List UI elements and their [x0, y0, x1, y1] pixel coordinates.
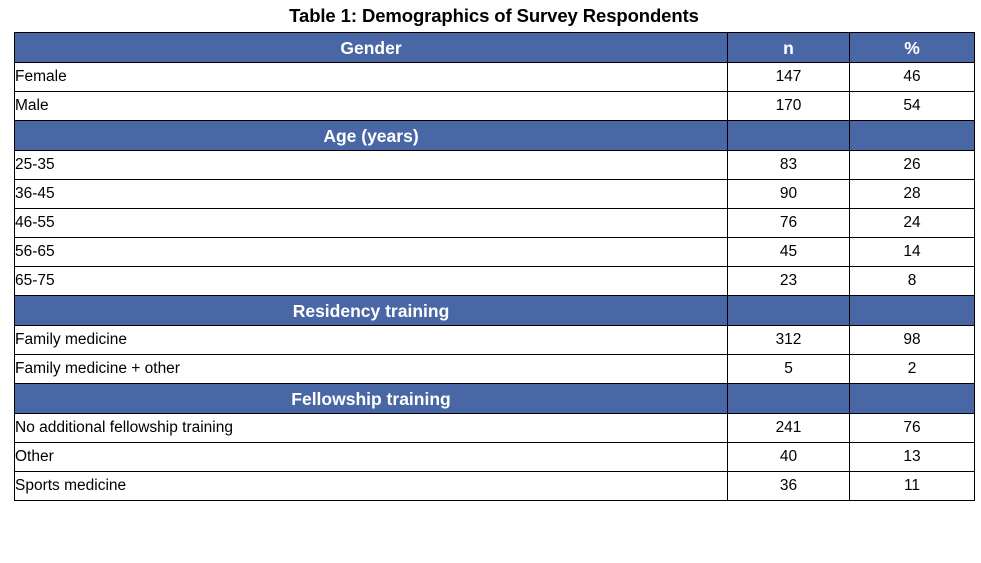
row-n: 83 — [728, 151, 850, 180]
section-title: Fellowship training — [15, 384, 728, 414]
row-n: 90 — [728, 180, 850, 209]
row-percent: 11 — [850, 472, 975, 501]
row-label: Female — [15, 63, 728, 92]
row-n: 36 — [728, 472, 850, 501]
table-title: Table 1: Demographics of Survey Respondents — [289, 5, 699, 26]
row-label: 65-75 — [15, 267, 728, 296]
table-row — [15, 180, 975, 209]
row-label: Sports medicine — [15, 472, 728, 501]
row-label: Male — [15, 92, 728, 121]
row-percent: 8 — [850, 267, 975, 296]
row-percent: 98 — [850, 326, 975, 355]
row-label: Family medicine — [15, 326, 728, 355]
table-row — [15, 414, 975, 443]
table-row — [15, 92, 975, 121]
section-title: Age (years) — [15, 121, 728, 151]
row-n: 241 — [728, 414, 850, 443]
column-header-percent: % — [850, 33, 975, 63]
row-n: 40 — [728, 443, 850, 472]
row-label: 46-55 — [15, 209, 728, 238]
table-row — [15, 443, 975, 472]
table-row — [15, 355, 975, 384]
table-row — [15, 267, 975, 296]
row-percent: 14 — [850, 238, 975, 267]
section-header-n-blank — [728, 384, 850, 414]
table-body — [15, 33, 975, 501]
table-row — [15, 238, 975, 267]
section-header-gender — [15, 33, 975, 63]
row-percent: 24 — [850, 209, 975, 238]
row-n: 312 — [728, 326, 850, 355]
table-row — [15, 326, 975, 355]
demographics-table — [14, 32, 975, 501]
row-label: 25-35 — [15, 151, 728, 180]
row-n: 5 — [728, 355, 850, 384]
section-title: Gender — [15, 33, 728, 63]
row-percent: 26 — [850, 151, 975, 180]
section-title: Residency training — [15, 296, 728, 326]
section-header-residency — [15, 296, 975, 326]
row-n: 45 — [728, 238, 850, 267]
section-header-fellowship — [15, 384, 975, 414]
table-row — [15, 63, 975, 92]
row-percent: 76 — [850, 414, 975, 443]
row-percent: 28 — [850, 180, 975, 209]
column-header-n: n — [728, 33, 850, 63]
row-n: 147 — [728, 63, 850, 92]
row-percent: 54 — [850, 92, 975, 121]
row-label: Family medicine + other — [15, 355, 728, 384]
table-row — [15, 472, 975, 501]
row-n: 23 — [728, 267, 850, 296]
row-label: 56-65 — [15, 238, 728, 267]
section-header-percent-blank — [850, 384, 975, 414]
table-row — [15, 209, 975, 238]
row-label: No additional fellowship training — [15, 414, 728, 443]
row-percent: 46 — [850, 63, 975, 92]
row-label: 36-45 — [15, 180, 728, 209]
row-percent: 2 — [850, 355, 975, 384]
row-label: Other — [15, 443, 728, 472]
table-row — [15, 151, 975, 180]
row-n: 170 — [728, 92, 850, 121]
section-header-age — [15, 121, 975, 151]
row-percent: 13 — [850, 443, 975, 472]
section-header-percent-blank — [850, 121, 975, 151]
section-header-n-blank — [728, 121, 850, 151]
section-header-n-blank — [728, 296, 850, 326]
row-n: 76 — [728, 209, 850, 238]
section-header-percent-blank — [850, 296, 975, 326]
